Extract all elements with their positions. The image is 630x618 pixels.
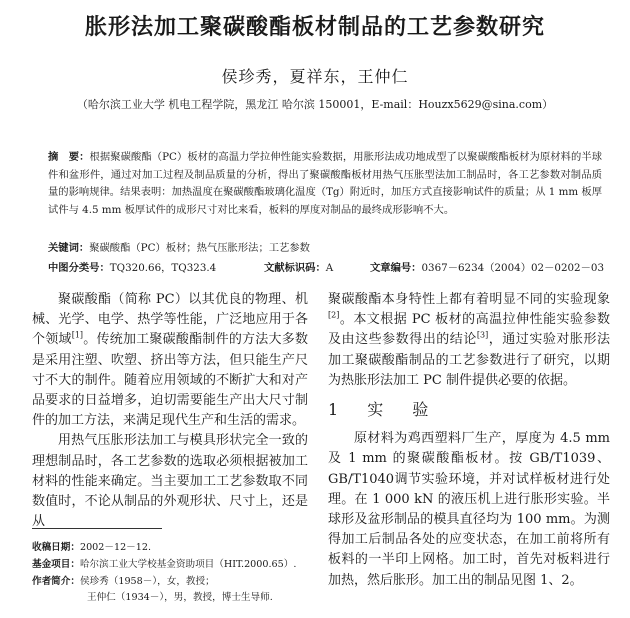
footnotes [32,540,317,607]
paper-title: 胀形法加工聚碳酸酯板材制品的工艺参数研究 [84,15,545,40]
left-p1-text: 聚碳酸酯（简称 PC）以其优良的物理、机械、光学、电学、热学等性能，广泛地应用于各个领域 [32,292,308,348]
abstract-text: 根据聚碳酸酯（PC）板材的高温力学拉伸性能实验数据，用胀形法成功地成型了以聚碳酸酯板材为原材料的半球件和盆形件，通过对加工过程及制品质量的分析，得出了聚碳酸酯板材用热气压胀型法加工制品时，各工艺参数对制品质量的影响规律。结果表明：加热温度在聚碳酸酯玻璃化温度（Tg）附近时，加压方式直接影响试件的质量；从 1 mm 板厚试件与 4.5 mm 板厚试件的成形尺寸对比来看，板料的厚度对制品的最终成形影响不大。 [48,151,603,216]
article-no-block [370,259,604,274]
abstract [48,149,602,219]
citation-2: [2] [328,310,340,320]
doc-code-block [264,259,333,274]
clc-value: TQ320.66，TQ323.4 [109,262,217,274]
author-info-label: 作者简介： [32,575,80,587]
doc-code-label: 文献标识码： [264,262,326,274]
clc-label: 中图分类号： [48,262,110,274]
received-value: 2002－12－12. [79,542,152,553]
received-date [32,540,317,557]
article-no-label: 文章编号： [370,262,422,274]
keywords [48,239,602,254]
left-p1-text-cont: 。传统加工聚碳酸酯制件的方法大多数是采用注塑、吹塑、挤出等方法，但只能生产尺寸不大的制件。随着应用领域的不断扩大和对产品要求的日益增多，迫切需要能生产出大尺寸制件的加工方法，来满足现代生产和生活的需求。 [32,332,308,429]
clc-block [48,259,216,274]
left-paragraph-1 [32,290,308,431]
right-p1-text-end: ，通过实验对胀形法加工聚碳酸酯制品的工艺参数进行了研究，以期为热胀形法加工 PC 制件提供必要的依据。 [328,332,610,388]
doc-code-value: A [325,262,334,274]
fund-info [32,557,317,574]
author-info [32,574,317,591]
right-p1-text: 聚碳酸酯本身特性上都有着明显不同的实验现象 [328,292,610,307]
fund-label: 基金项目： [32,558,80,570]
citation-1: [1] [71,331,84,341]
affiliation: （哈尔滨工业大学 机电工程学院，黑龙江 哈尔滨 150001，E-mail：Houzx5629@sina.com） [76,98,554,111]
footnote-rule [32,528,162,529]
right-column [328,290,610,591]
section-heading-1: 1 实 验 [328,400,441,420]
author-2: 王仲仁（1934－），男，教授，博士生导师. [87,592,273,604]
abstract-label: 摘 要： [48,151,90,163]
left-paragraph-2: 用热气压胀形法加工与模具形状完全一致的理想制品时，各工艺参数的选取必须根据被加工材料的性能来确定。当主要加工工艺参数取不同数值时，不论从制品的外观形状、尺寸上，还是从 [32,433,308,530]
author-2-line [32,590,317,607]
right-paragraph-1 [328,290,610,391]
right-paragraph-2: 原材料为鸡西塑料厂生产，厚度为 4.5 mm 及 1 mm 的聚碳酸酯板材。按 GB/T1039、GB/T1040调节实验环境，并对试样板材进行处理。在 1 000 kN 的液压机上进行胀形实验。半球形及盆形制品的模具直径均为 100 mm。为测得加工后制品各处的应变状态，在加工前将所有板料的一半印上网格。加工时，首先对板料进行加热，然后胀形。加工出的制品见图 1、2。 [328,431,610,588]
fund-value: 哈尔滨工业大学校基金资助项目（HIT.2000.65）. [79,558,297,570]
keywords-label: 关键词： [48,242,90,254]
keywords-text: 聚碳酸酯（PC）板材；热气压胀形法；工艺参数 [89,242,310,254]
left-column [32,290,308,532]
author-1: 侯珍秀（1958－），女，教授； [79,575,215,587]
received-label: 收稿日期： [32,542,80,553]
article-no-value: 0367－6234（2004）02－0202－03 [421,262,604,274]
right-p1-text-cont: 。本文根据 PC 板材的高温拉伸性能实验参数及由这些参数得出的结论 [328,312,610,348]
authors: 侯珍秀，夏祥东，王仲仁 [221,67,409,86]
citation-3: [3] [476,331,489,341]
